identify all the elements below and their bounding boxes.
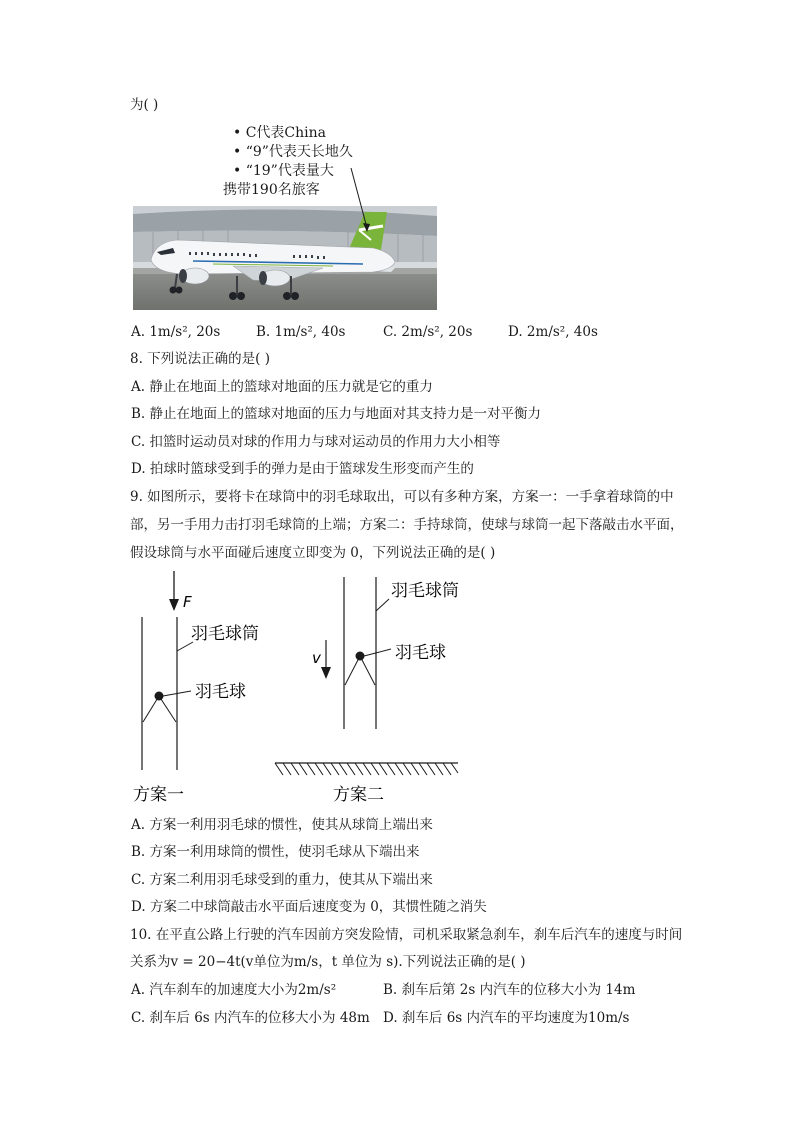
q9-diagram bbox=[125, 565, 485, 810]
q9-option-c[interactable]: C. 方案二利用羽毛球受到的重力，使其从下端出来 bbox=[131, 872, 433, 888]
tube-label-2: 羽毛球筒 bbox=[391, 581, 459, 601]
q8-option-b[interactable]: B. 静止在地面上的篮球对地面的压力与地面对其支持力是一对平衡力 bbox=[131, 406, 542, 422]
q9-stem-line-2: 部，另一手用力击打羽毛球筒的上端；方案二：手持球筒，使球与球筒一起下落敲击水平面， bbox=[130, 517, 684, 533]
q9-option-a[interactable]: A. 方案一利用羽毛球的惯性，使其从球筒上端出来 bbox=[131, 817, 433, 833]
plan-1-label: 方案一 bbox=[133, 785, 184, 805]
q9-option-d[interactable]: D. 方案二中球筒敲击水平面后速度变为 0，其惯性随之消失 bbox=[131, 899, 487, 915]
annotation-arrow bbox=[133, 120, 437, 250]
velocity-label: v bbox=[312, 649, 321, 667]
q9-option-b[interactable]: B. 方案一利用球筒的惯性，使羽毛球从下端出来 bbox=[131, 844, 420, 860]
q10-stem-line-2: 关系为v = 20−4t(v单位为m/s，t 单位为 s).下列说法正确的是( ) bbox=[130, 954, 526, 970]
q7-option-a[interactable]: A. 1m/s², 20s bbox=[131, 324, 221, 340]
q7-option-c[interactable]: C. 2m/s², 20s bbox=[383, 324, 473, 340]
q8-option-c[interactable]: C. 扣篮时运动员对球的作用力与球对运动员的作用力大小相等 bbox=[131, 434, 501, 450]
q8-option-d[interactable]: D. 拍球时篮球受到手的弹力是由于篮球发生形变而产生的 bbox=[131, 461, 474, 477]
q7-option-b[interactable]: B. 1m/s², 40s bbox=[256, 324, 346, 340]
ball-label-2: 羽毛球 bbox=[395, 643, 446, 663]
plan-2-label: 方案二 bbox=[333, 785, 384, 805]
force-label: F bbox=[183, 593, 192, 611]
q8-stem: 8. 下列说法正确的是( ) bbox=[130, 351, 270, 367]
q10-option-c[interactable]: C. 刹车后 6s 内汽车的位移大小为 48m bbox=[131, 1010, 370, 1026]
q9-stem-line-1: 9. 如图所示，要将卡在球筒中的羽毛球取出，可以有多种方案，方案一：一手拿着球筒的中 bbox=[130, 489, 674, 505]
q7-bullet: • “9”代表天长地久 bbox=[233, 144, 353, 160]
q7-bullet: • C代表China bbox=[233, 125, 326, 141]
q7-bullet: • “19”代表量大 bbox=[233, 163, 334, 179]
q7-figure-caption: 携带190名旅客 bbox=[223, 182, 320, 198]
ball-label-1: 羽毛球 bbox=[195, 682, 246, 702]
q7-option-d[interactable]: D. 2m/s², 40s bbox=[508, 324, 598, 340]
q10-option-b[interactable]: B. 刹车后第 2s 内汽车的位移大小为 14m bbox=[383, 982, 636, 998]
q10-option-d[interactable]: D. 刹车后 6s 内汽车的平均速度为10m/s bbox=[383, 1010, 630, 1026]
q7-airplane-figure bbox=[133, 120, 437, 310]
q7-stem-tail: 为( ) bbox=[130, 97, 159, 113]
q9-stem-line-3: 假设球筒与水平面碰后速度立即变为 0，下列说法正确的是( ) bbox=[130, 545, 496, 561]
q10-option-a[interactable]: A. 汽车刹车的加速度大小为2m/s² bbox=[131, 982, 337, 998]
q8-option-a[interactable]: A. 静止在地面上的篮球对地面的压力就是它的重力 bbox=[131, 379, 433, 395]
tube-label-1: 羽毛球筒 bbox=[191, 624, 259, 644]
q10-stem-line-1: 10. 在平直公路上行驶的汽车因前方突发险情，司机采取紧急刹车，刹车后汽车的速度与时间 bbox=[130, 927, 683, 943]
